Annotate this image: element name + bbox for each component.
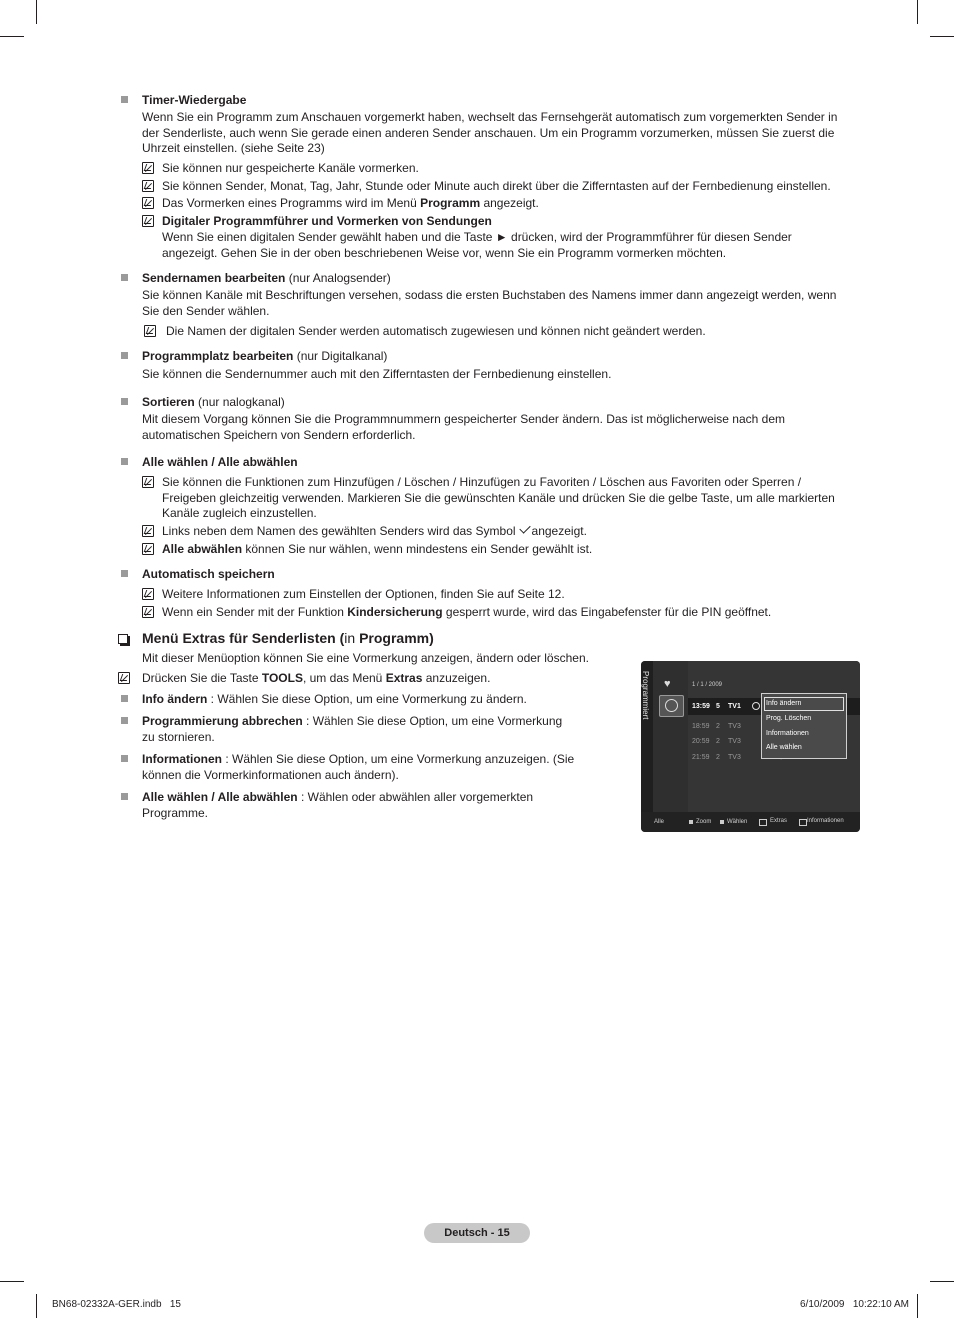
section-heading xyxy=(142,630,434,646)
tv-row-name: TV1 xyxy=(728,703,741,710)
title-suffix: (nur Digitalkanal) xyxy=(293,349,388,363)
tv-menu-item: Alle wählen xyxy=(766,744,802,751)
body-line: Uhrzeit einstellen. (siehe Seite 23) xyxy=(142,141,325,155)
title-suffix: (nur nalogkanal) xyxy=(194,395,285,409)
crop-mark xyxy=(917,1294,918,1318)
note-title: Digitaler Programmführer und Vormerken von Sendungen xyxy=(162,214,492,228)
note-text: Sie können Sender, Monat, Tag, Jahr, Stunde oder Minute auch direkt über die Zifferntasten auf der Fernbedienung einstellen. xyxy=(162,179,831,193)
note-icon xyxy=(142,197,154,209)
note-text: Sie können nur gespeicherte Kanäle vormerken. xyxy=(162,161,419,175)
tv-row-time: 18:59 xyxy=(692,723,710,730)
option-bold: Alle wählen / Alle abwählen xyxy=(142,790,298,804)
body-line: Sie können die Sendernummer auch mit den Zifferntasten der Fernbedienung einstellen. xyxy=(142,367,612,381)
note-icon xyxy=(142,525,154,537)
note-text xyxy=(162,523,587,539)
note-text xyxy=(162,541,592,557)
note-text-part: können Sie nur wählen, wenn mindestens ein Sender gewählt ist. xyxy=(242,542,593,556)
tv-row-name: TV3 xyxy=(728,723,741,730)
timer-icon xyxy=(752,702,760,710)
option-bold: Info ändern xyxy=(142,692,208,706)
tv-row-name: TV3 xyxy=(728,738,741,745)
tv-footer-zoom: Zoom xyxy=(696,819,712,825)
option-desc: : Wählen Sie diese Option, um eine Vormerkung xyxy=(302,714,563,728)
note-text: Kanäle zugleich einzustellen. xyxy=(162,506,317,520)
note-text-part: angezeigt. xyxy=(531,524,587,538)
note-text: Weitere Informationen zum Einstellen der Optionen, finden Sie auf Seite 12. xyxy=(162,587,565,601)
note-icon xyxy=(142,606,154,618)
text-part: , um das Menü xyxy=(302,671,386,685)
note-text: Freigeben gleichzeitig verwenden. Markieren Sie die gewünschten Kanäle und drücken Sie die gelbe Taste, um alle markierten xyxy=(162,491,835,505)
bullet-icon xyxy=(121,717,128,724)
option-desc: : Wählen oder abwählen aller vorgemerkten xyxy=(297,790,534,804)
option-text xyxy=(142,691,527,707)
clock-face xyxy=(665,699,678,712)
crop-mark xyxy=(0,36,24,37)
bullet-icon xyxy=(121,793,128,800)
bullet-icon xyxy=(121,352,128,359)
note-text: Sie können die Funktionen zum Hinzufügen / Löschen / Hinzufügen zu Favoriten / Löschen aus Favoriten oder Sperren / xyxy=(162,475,802,489)
note-text: Wenn Sie einen digitalen Sender gewählt haben und die Taste ► drücken, wird der Programmführer für diesen Sender xyxy=(162,230,792,244)
note-text xyxy=(162,195,539,211)
note-text: Die Namen der digitalen Sender werden automatisch zugewiesen und können nicht geändert werden. xyxy=(166,324,706,338)
note-icon xyxy=(144,325,156,337)
note-text: angezeigt. Gehen Sie in der oben beschriebenen Weise vor, wenn Sie ein Programm vormerken möchten. xyxy=(162,246,727,260)
bullet-icon xyxy=(121,398,128,405)
note-icon xyxy=(142,588,154,600)
heading-part: Programm) xyxy=(355,630,434,646)
heading-part: Menü Extras für Senderlisten ( xyxy=(142,630,345,646)
option-text: Programme. xyxy=(142,806,209,820)
body-line: Sie können Kanäle mit Beschriftungen versehen, sodass die ersten Buchstaben des Namens immer dann angezeigt werden, wenn xyxy=(142,288,837,302)
note-text xyxy=(162,604,771,620)
option-desc: : Wählen Sie diese Option, um eine Vormerkung zu ändern. xyxy=(207,692,527,706)
crop-mark xyxy=(930,36,954,37)
heading-part: in xyxy=(344,630,356,646)
tv-row-time: 13:59 xyxy=(692,703,710,710)
print-date: 6/10/2009 10:22:10 AM xyxy=(800,1299,909,1310)
file-info: BN68-02332A-GER.indb 15 xyxy=(52,1299,181,1310)
tv-icon-column xyxy=(653,661,688,812)
note-text-part: Wenn ein Sender mit der Funktion xyxy=(162,605,348,619)
tv-menu-item: Informationen xyxy=(766,730,809,737)
text-part: Drücken Sie die Taste xyxy=(142,671,262,685)
note-text-part: Links neben dem Namen des gewählten Senders wird das Symbol xyxy=(162,524,516,538)
section-title: Alle wählen / Alle abwählen xyxy=(142,455,298,469)
note-icon xyxy=(142,476,154,488)
tv-row-ch: 5 xyxy=(716,703,720,710)
bullet-icon xyxy=(121,695,128,702)
text-bold: Extras xyxy=(385,671,423,685)
note-icon xyxy=(142,180,154,192)
option-text xyxy=(142,789,533,805)
note-icon xyxy=(142,215,154,227)
tv-menu-item: Prog. Löschen xyxy=(766,715,812,722)
option-text xyxy=(142,713,562,729)
section-title: Timer-Wiedergabe xyxy=(142,93,247,107)
tv-footer-extras: Extras xyxy=(770,818,788,824)
tv-footer-info: Informationen xyxy=(807,818,844,824)
option-text xyxy=(142,751,574,767)
title-bold: Programmplatz bearbeiten xyxy=(142,349,294,363)
crop-mark xyxy=(0,1281,24,1282)
square-icon xyxy=(689,820,693,824)
bullet-icon xyxy=(121,570,128,577)
title-bold: Sendernamen bearbeiten xyxy=(142,271,286,285)
option-text: können die Vormerkinformationen auch ändern). xyxy=(142,768,399,782)
bullet-icon xyxy=(121,458,128,465)
tv-row-time: 21:59 xyxy=(692,754,710,761)
title-bold: Sortieren xyxy=(142,395,195,409)
tv-footer-bar xyxy=(641,812,860,832)
tools-icon xyxy=(759,819,767,826)
body-line: Mit diesem Vorgang können Sie die Programmnummern gespeicherter Sender ändern. Das ist möglicherweise nach dem xyxy=(142,412,785,426)
tv-row-ch: 2 xyxy=(716,754,720,761)
crop-mark xyxy=(36,1294,37,1318)
note-bold: Programm xyxy=(420,196,481,210)
tv-row-time: 20:59 xyxy=(692,738,710,745)
note-text-part: angezeigt. xyxy=(480,196,539,210)
square-icon xyxy=(720,820,724,824)
tv-row-name: TV3 xyxy=(728,754,741,761)
option-desc: : Wählen Sie diese Option, um eine Vormerkung anzuzeigen. (Sie xyxy=(222,752,575,766)
tv-footer-all: Alle xyxy=(654,819,665,825)
body-line: automatischen Speichern von Sendern erforderlich. xyxy=(142,428,416,442)
option-bold: Programmierung abbrechen xyxy=(142,714,303,728)
tv-side-label: Programmiert xyxy=(641,671,650,720)
heart-icon: ♥ xyxy=(664,678,671,690)
heading-box-icon xyxy=(118,634,128,644)
body-line: Mit dieser Menüoption können Sie eine Vormerkung anzeigen, ändern oder löschen. xyxy=(142,651,589,665)
tv-row-ch: 2 xyxy=(716,723,720,730)
note-text-part: gesperrt wurde, wird das Eingabefenster für die PIN geöffnet. xyxy=(442,605,772,619)
tv-footer-select: Wählen xyxy=(727,819,748,825)
crop-mark xyxy=(36,0,37,24)
tv-row-ch: 2 xyxy=(716,738,720,745)
bullet-icon xyxy=(121,96,128,103)
body-line: der Senderliste, auch wenn Sie gerade einen anderen Sender anschauen. Um ein Programm vorzumerken, müssen Sie zuerst die xyxy=(142,126,835,140)
tv-date: 1 / 1 / 2009 xyxy=(692,682,723,688)
clock-icon xyxy=(659,695,684,717)
text-bold: TOOLS xyxy=(261,671,303,685)
section-title xyxy=(142,348,387,364)
option-text: zu stornieren. xyxy=(142,730,215,744)
crop-mark xyxy=(917,0,918,24)
body-line: Wenn Sie ein Programm zum Anschauen vorgemerkt haben, wechselt das Fernsehgerät automatisch zum vorgemerkten Sender in xyxy=(142,110,838,124)
section-title: Automatisch speichern xyxy=(142,567,275,581)
text-part: anzuzeigen. xyxy=(422,671,491,685)
info-icon xyxy=(799,819,807,826)
bullet-icon xyxy=(121,755,128,762)
bullet-icon xyxy=(121,274,128,281)
note-bold: Alle abwählen xyxy=(162,542,243,556)
section-title xyxy=(142,394,285,410)
page-number: Deutsch - 15 xyxy=(444,1227,510,1239)
note-icon xyxy=(118,672,130,684)
tv-extras-menu xyxy=(761,693,847,759)
note-icon xyxy=(142,162,154,174)
option-bold: Informationen xyxy=(142,752,222,766)
note-icon xyxy=(142,543,154,555)
note-text xyxy=(142,670,490,686)
checkmark-icon xyxy=(519,522,530,533)
note-text-part: Das Vormerken eines Programms wird im Menü xyxy=(162,196,421,210)
section-title xyxy=(142,270,391,286)
tv-screen-illustration xyxy=(641,661,860,832)
body-line: Sie den Sender wählen. xyxy=(142,304,270,318)
note-bold: Kindersicherung xyxy=(347,605,443,619)
title-suffix: (nur Analogsender) xyxy=(285,271,391,285)
crop-mark xyxy=(930,1281,954,1282)
tv-menu-item: Info ändern xyxy=(766,700,802,707)
